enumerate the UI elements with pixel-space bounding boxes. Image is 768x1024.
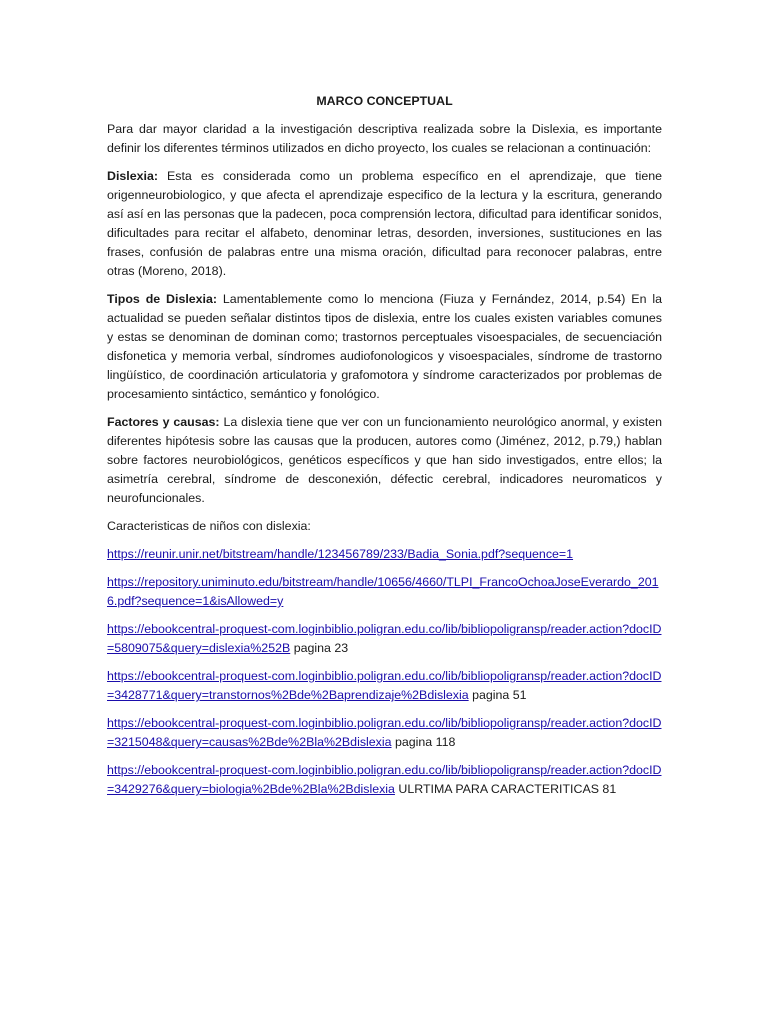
section-tipos-de-dislexia xyxy=(107,290,662,404)
section-text: Lamentablemente como lo menciona (Fiuza y Fernández, 2014, p.54) En la actualidad se pueden señalar distintos tipos de dislexia, entre los cuales existen variables comunes y estas se denominan de dominan como; trastornos perceptuales visoespaciales, de secuenciación disfonetica y memoria verbal, síndromes audiofonologicos y visoespaciales, síndrome de trastorno lingüístico, de coordinación articulatoria y grafomotora y síndrome caracterizados por problemas de procesamiento sintáctico, semántico y fonológico. xyxy=(107,292,662,401)
document-title: MARCO CONCEPTUAL xyxy=(316,94,453,108)
section-term: Dislexia: xyxy=(107,169,158,183)
reference-link[interactable]: https://reunir.unir.net/bitstream/handle/123456789/233/Badia_Sonia.pdf?sequence=1 xyxy=(107,547,574,561)
section-term: Tipos de Dislexia: xyxy=(107,292,218,306)
section-text: Esta es considerada como un problema específico en el aprendizaje, que tiene origenneurobiologico, y que afecta el aprendizaje especifico de la lectura y la escritura, generando así así en las personas que la padecen, poca comprensión lectora, dificultad para identificar sonidos, dificultades para recitar el alfabeto, denominar letras, desorden, inversiones, sustituciones en las frases, confusión de palabras entre una misma oración, dificultad para reconocer palabras, entre otras (Moreno, 2018). xyxy=(107,169,662,278)
reference-note: ULRTIMA PARA CARACTERITICAS 81 xyxy=(394,782,617,796)
intro-paragraph: Para dar mayor claridad a la investigación descriptiva realizada sobre la Dislexia, es importante definir los diferentes términos utilizados en dicho proyecto, los cuales se relacionan a continuación: xyxy=(107,122,662,155)
reference-link-item xyxy=(107,573,662,611)
reference-link-item xyxy=(107,761,662,799)
reference-link[interactable]: https://ebookcentral-proquest-com.loginbiblio.poligran.edu.co/lib/bibliopoligransp/reader.action?docID=5809075&query=dislexia%252B xyxy=(107,622,662,655)
reference-link-item xyxy=(107,620,662,658)
reference-note: pagina 23 xyxy=(290,641,349,655)
reference-note: pagina 51 xyxy=(468,688,527,702)
section-term: Factores y causas: xyxy=(107,415,220,429)
section-text: La dislexia tiene que ver con un funcionamiento neurológico anormal, y existen diferentes hipótesis sobre las causas que la producen, autores como (Jiménez, 2012, p.79,) hablan sobre factores neurobiológicos, genéticos específicos y que han sido investigados, entre ellos; la asimetría cerebral, síndrome de desconexión, défectic cerebral, indicadores neuromaticos y neurofuncionales. xyxy=(107,415,662,505)
reference-note: pagina 118 xyxy=(391,735,456,749)
reference-link[interactable]: https://ebookcentral-proquest-com.loginbiblio.poligran.edu.co/lib/bibliopoligransp/reader.action?docID=3428771&query=transtornos%2Bde%2Baprendizaje%2Bdislexia xyxy=(107,669,662,702)
section-dislexia xyxy=(107,167,662,281)
document-page xyxy=(107,92,662,808)
section-factores-y-causas xyxy=(107,413,662,508)
reference-link-item xyxy=(107,545,662,564)
reference-link-item xyxy=(107,667,662,705)
reference-link[interactable]: https://ebookcentral-proquest-com.loginbiblio.poligran.edu.co/lib/bibliopoligransp/reader.action?docID=3429276&query=biologia%2Bde%2Bla%2Bdislexia xyxy=(107,763,662,796)
reference-link[interactable]: https://repository.uniminuto.edu/bitstream/handle/10656/4660/TLPI_FrancoOchoaJoseEverardo_2016.pdf?sequence=1&isAllowed=y xyxy=(107,575,659,608)
reference-link-item xyxy=(107,714,662,752)
reference-link[interactable]: https://ebookcentral-proquest-com.loginbiblio.poligran.edu.co/lib/bibliopoligransp/reader.action?docID=3215048&query=causas%2Bde%2Bla%2Bdislexia xyxy=(107,716,662,749)
links-heading: Caracteristicas de niños con dislexia: xyxy=(107,519,311,533)
